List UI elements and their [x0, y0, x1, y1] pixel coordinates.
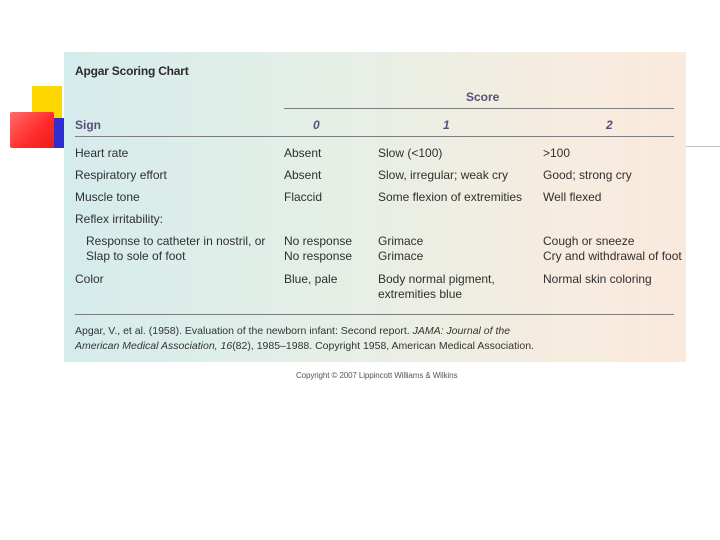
- score-col-2-header: 2: [606, 118, 613, 132]
- sign-header: Sign: [75, 118, 101, 132]
- header-rule: [75, 136, 674, 137]
- score1-respiratory-effort: Slow, irregular; weak cry: [378, 168, 509, 182]
- sign-slap-sole: Slap to sole of foot: [86, 249, 186, 263]
- sign-respiratory-effort: Respiratory effort: [75, 168, 167, 182]
- score1-color-line2: extremities blue: [378, 287, 463, 301]
- apgar-chart-panel: [64, 52, 686, 362]
- score2-reflex-line1: Cough or sneeze: [543, 234, 635, 248]
- sign-color: Color: [75, 272, 104, 286]
- citation-text: Apgar, V., et al. (1958). Evaluation of the newborn infant: Second report.: [75, 325, 413, 337]
- copyright-notice: Copyright © 2007 Lippincott Williams & Wilkins: [296, 371, 458, 380]
- score2-heart-rate: >100: [543, 146, 571, 160]
- score0-reflex-line2: No response: [284, 249, 353, 263]
- sign-muscle-tone: Muscle tone: [75, 190, 140, 204]
- score0-respiratory-effort: Absent: [284, 168, 322, 182]
- citation: [75, 324, 535, 354]
- score1-muscle-tone: Some flexion of extremities: [378, 190, 523, 204]
- score0-muscle-tone: Flaccid: [284, 190, 323, 204]
- score0-color: Blue, pale: [284, 272, 338, 286]
- score2-muscle-tone: Well flexed: [543, 190, 602, 204]
- footer-rule: [75, 314, 674, 315]
- score1-reflex-line1: Grimace: [378, 234, 424, 248]
- score-header: Score: [466, 90, 500, 104]
- decorative-red-square: [10, 112, 54, 148]
- sign-response-catheter: Response to catheter in nostril, or: [86, 234, 266, 248]
- score1-color-line1: Body normal pigment,: [378, 272, 495, 286]
- chart-title: Apgar Scoring Chart: [75, 64, 189, 78]
- score2-color: Normal skin coloring: [543, 272, 652, 286]
- score1-reflex-line2: Grimace: [378, 249, 424, 263]
- score1-heart-rate: Slow (<100): [378, 146, 443, 160]
- score-col-1-header: 1: [443, 118, 450, 132]
- citation-journal: JAMA: Journal of the American Medical Association, 16: [75, 325, 511, 352]
- citation-details: (82), 1985–1988. Copyright 1958, American Medical Association.: [232, 340, 534, 352]
- sign-reflex-irritability: Reflex irritability:: [75, 212, 164, 226]
- score-header-rule: [284, 108, 674, 109]
- score0-heart-rate: Absent: [284, 146, 322, 160]
- score0-reflex-line1: No response: [284, 234, 353, 248]
- score2-reflex-line2: Cry and withdrawal of foot: [543, 249, 682, 263]
- sign-heart-rate: Heart rate: [75, 146, 129, 160]
- score-col-0-header: 0: [313, 118, 320, 132]
- score2-respiratory-effort: Good; strong cry: [543, 168, 632, 182]
